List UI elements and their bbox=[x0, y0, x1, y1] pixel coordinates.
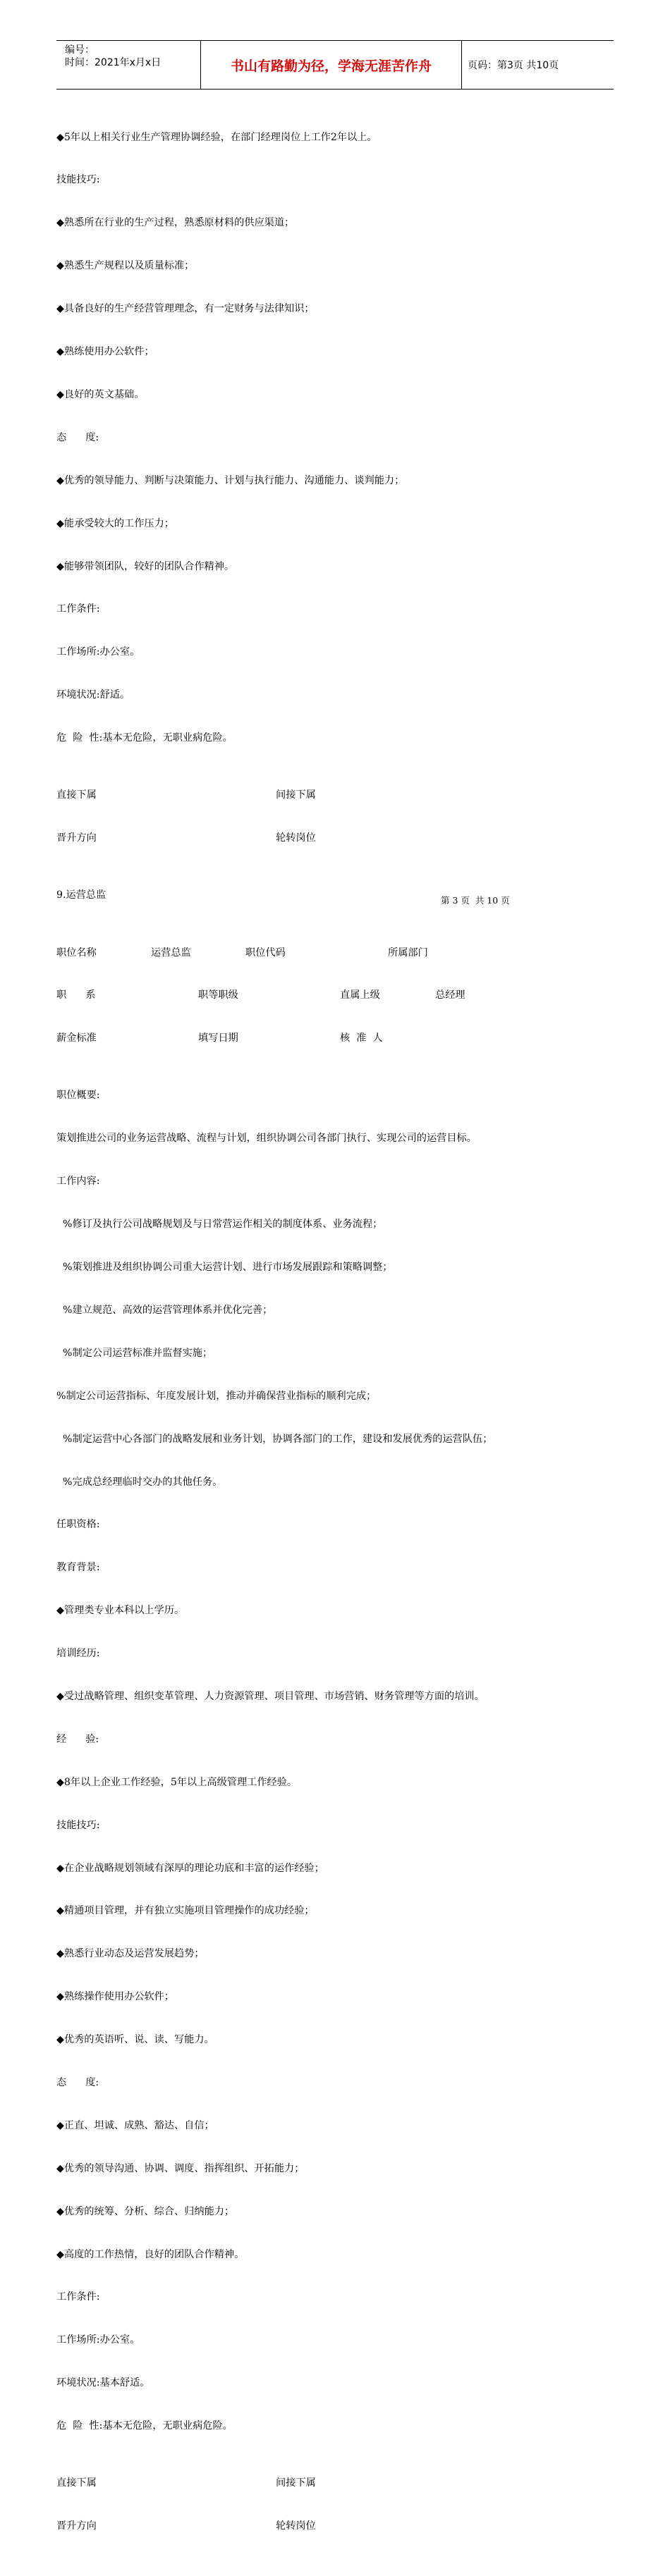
text-line: 技能技巧: bbox=[56, 1819, 100, 1831]
header-meta bbox=[56, 41, 201, 89]
position-code-label: 职位代码 bbox=[245, 947, 286, 959]
direct-supervisor-label: 直属上级 bbox=[340, 990, 380, 1002]
text-line: %制定运营中心各部门的战略发展和业务计划，协调各部门的工作，建设和发展优秀的运营队伍； bbox=[56, 1433, 493, 1445]
text-line: 经 验: bbox=[56, 1733, 99, 1745]
text-line: 策划推进公司的业务运营战略、流程与计划，组织协调公司各部门执行、实现公司的运营目标。 bbox=[56, 1133, 477, 1145]
text-line: ◆精通项目管理，并有独立实施项目管理操作的成功经验； bbox=[56, 1905, 315, 1917]
document-body bbox=[56, 101, 614, 2548]
relation-row bbox=[56, 831, 614, 845]
direct-subordinates-label: 直接下属 bbox=[56, 789, 97, 801]
direct-supervisor-value: 总经理 bbox=[435, 990, 465, 1002]
text-line: 危 险 性:基本无危险，无职业病危险。 bbox=[56, 2420, 233, 2432]
text-line: %修订及执行公司战略规划及与日常营运作相关的制度体系、业务流程； bbox=[56, 1219, 383, 1231]
text-line: 工作场所:办公室。 bbox=[56, 646, 140, 658]
relation-row bbox=[56, 2476, 614, 2490]
rotation-position-label: 轮转岗位 bbox=[276, 2520, 316, 2532]
text-line: ◆5年以上相关行业生产管理协调经验，在部门经理岗位上工作2年以上。 bbox=[56, 131, 377, 143]
text-line: 环境状况:基本舒适。 bbox=[56, 2377, 150, 2389]
text-line: ◆优秀的领导沟通、协调、调度、指挥组织、开拓能力； bbox=[56, 2162, 305, 2174]
fill-date-label: 填写日期 bbox=[198, 1033, 238, 1044]
text-line: ◆熟悉所在行业的生产过程，熟悉原材料的供应渠道； bbox=[56, 217, 295, 229]
text-line: %制定公司运营标准并监督实施； bbox=[56, 1347, 213, 1359]
text-line: ◆具备良好的生产经营管理理念，有一定财务与法律知识； bbox=[56, 303, 315, 315]
text-line: ◆优秀的领导能力、判断与决策能力、计划与执行能力、沟通能力、谈判能力； bbox=[56, 474, 405, 486]
direct-subordinates-label: 直接下属 bbox=[56, 2477, 97, 2489]
text-line: 工作条件: bbox=[56, 2291, 100, 2303]
department-label: 所属部门 bbox=[388, 947, 428, 959]
text-line: ◆在企业战略规划领域有深厚的理论功底和丰富的运作经验； bbox=[56, 1862, 324, 1874]
relation-row bbox=[56, 2519, 614, 2533]
info-table-row bbox=[56, 946, 614, 960]
grade-label: 职等职级 bbox=[198, 990, 238, 1002]
text-line: ◆8年以上企业工作经验，5年以上高级管理工作经验。 bbox=[56, 1776, 298, 1788]
text-line: 危 险 性:基本无危险，无职业病危险。 bbox=[56, 732, 233, 744]
text-line: 环境状况:舒适。 bbox=[56, 689, 130, 701]
position-name-value: 运营总监 bbox=[151, 947, 191, 959]
position-name-label: 职位名称 bbox=[56, 947, 97, 959]
text-line: 工作条件: bbox=[56, 603, 100, 615]
section-title: 9.运营总监 bbox=[56, 889, 106, 901]
text-line: ◆熟悉行业动态及运营发展趋势； bbox=[56, 1948, 205, 1960]
text-line: ◆熟悉生产规程以及质量标准； bbox=[56, 260, 195, 272]
text-line: %策划推进及组织协调公司重大运营计划、进行市场发展跟踪和策略调整； bbox=[56, 1262, 393, 1274]
text-line: 任职资格: bbox=[56, 1519, 100, 1531]
salary-standard-label: 薪金标准 bbox=[56, 1033, 97, 1044]
text-line: 态 度: bbox=[56, 2076, 99, 2088]
info-table-row bbox=[56, 988, 614, 1002]
text-line: 工作场所:办公室。 bbox=[56, 2334, 140, 2346]
text-line: 教育背景: bbox=[56, 1562, 100, 1574]
text-line: 职位概要: bbox=[56, 1090, 100, 1102]
indirect-subordinates-label: 间接下属 bbox=[276, 2477, 316, 2489]
text-line: ◆能承受较大的工作压力； bbox=[56, 517, 174, 529]
text-line: ◆优秀的英语听、说、读、写能力。 bbox=[56, 2034, 214, 2046]
relation-row bbox=[56, 788, 614, 802]
job-family-label: 职 系 bbox=[56, 990, 96, 1002]
text-line: 态 度: bbox=[56, 431, 99, 443]
text-line: ◆熟练操作使用办公软件； bbox=[56, 1991, 174, 2003]
header-motto: 书山有路勤为径，学海无涯苦作舟 bbox=[201, 41, 462, 89]
info-table-row bbox=[56, 1031, 614, 1045]
text-line: 工作内容: bbox=[56, 1176, 100, 1188]
text-line: ◆管理类专业本科以上学历。 bbox=[56, 1605, 185, 1617]
text-line: 培训经历: bbox=[56, 1648, 100, 1660]
text-line: ◆受过战略管理、组织变革管理、人力资源管理、项目管理、市场营销、财务管理等方面的培训。 bbox=[56, 1690, 485, 1702]
text-line: ◆良好的英文基础。 bbox=[56, 388, 145, 400]
text-line: 技能技巧: bbox=[56, 174, 100, 186]
page-footer: 第 3 页 共 10 页 bbox=[441, 895, 510, 906]
text-line: %建立规范、高效的运营管理体系并优化完善； bbox=[56, 1304, 273, 1316]
page-header bbox=[56, 40, 614, 90]
text-line: %完成总经理临时交办的其他任务。 bbox=[56, 1476, 223, 1488]
document-number-label: 编号： bbox=[65, 44, 95, 56]
approver-label: 核 准 人 bbox=[340, 1033, 383, 1044]
indirect-subordinates-label: 间接下属 bbox=[276, 789, 316, 801]
text-line: ◆优秀的统筹、分析、综合、归纳能力； bbox=[56, 2205, 235, 2217]
rotation-position-label: 轮转岗位 bbox=[276, 832, 316, 844]
text-line: ◆熟练使用办公软件； bbox=[56, 346, 154, 358]
text-line: %制定公司运营指标、年度发展计划，推动并确保营业指标的顺利完成； bbox=[56, 1390, 377, 1402]
header-page-number: 页码：第3页 共10页 bbox=[468, 60, 559, 71]
text-line: ◆能够带领团队，较好的团队合作精神。 bbox=[56, 560, 235, 572]
promotion-path-label: 晋升方向 bbox=[56, 832, 97, 844]
text-line: ◆高度的工作热情，良好的团队合作精神。 bbox=[56, 2248, 245, 2260]
text-line: ◆正直、坦诚、成熟、豁达、自信； bbox=[56, 2119, 214, 2131]
promotion-path-label: 晋升方向 bbox=[56, 2520, 97, 2532]
document-time-label: 时间：2021年x月x日 bbox=[65, 57, 162, 68]
